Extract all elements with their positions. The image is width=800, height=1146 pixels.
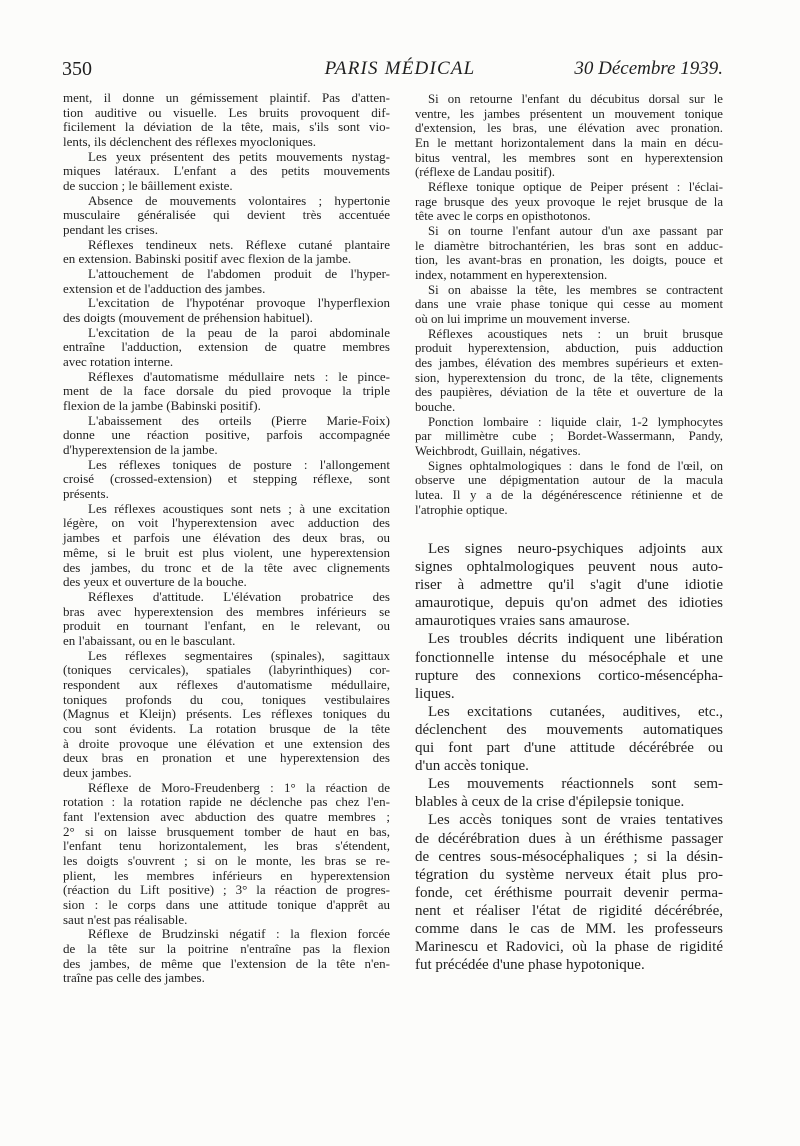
- text-line: des doigts (mouvement de préhension habituel).: [63, 310, 313, 326]
- text-line: des yeux et ouverture de la bouche.: [63, 574, 247, 590]
- text-line: croisé (crossed-extension) et stepping réflexe, sont: [63, 471, 390, 487]
- text-line: sion : le corps dans une attitude tonique d'apprêt au: [63, 896, 390, 912]
- text-line: d'hyperextension de la jambe.: [63, 442, 218, 458]
- text-line: l'enfant tenu horizontalement, les bras s'étendent,: [63, 838, 390, 854]
- text-line: bitus ventral, les membres sont en hyperextension: [415, 150, 723, 165]
- text-line: liques.: [415, 685, 455, 702]
- paragraph: [415, 459, 723, 518]
- text-line: bras avec hyperextension des membres inférieurs se: [63, 603, 390, 619]
- paragraph: [63, 781, 390, 928]
- text-line: de décérébration dues à un éréthisme passager: [415, 830, 723, 847]
- text-line: Réflexe de Moro-Freudenberg : 1° la réaction de: [88, 779, 390, 795]
- text-line: En le mettant horizontalement dans la main en décu-: [415, 136, 723, 151]
- paragraph: [63, 150, 390, 194]
- paragraph: [415, 703, 723, 775]
- text-line: Réflexe tonique optique de Peiper présent : l'éclai-: [428, 180, 723, 195]
- text-line: L'attouchement de l'abdomen produit de l'hyper-: [88, 266, 390, 282]
- text-line: déclenchent des mouvements automatiques: [415, 721, 723, 738]
- text-line: L'excitation de la peau de la paroi abdominale: [88, 324, 390, 340]
- text-line: (réaction du Lift positive) ; 3° la réaction de progres-: [63, 882, 390, 898]
- text-line: musculaire généralisée qui devient très accentuée: [63, 207, 390, 223]
- text-line: rage brusque des yeux provoque le rejet brusque de la: [415, 194, 723, 209]
- paragraph: [415, 327, 723, 415]
- text-line: riser à admettre qu'il s'agit d'une idiotie: [415, 577, 723, 594]
- text-line: qui font part d'une attitude décérébrée ou: [415, 740, 723, 757]
- paragraph: [63, 927, 390, 986]
- text-line: fut précédée d'une phase hypotonique.: [415, 957, 645, 974]
- text-line: donne une réaction positive, parfois accompagnée: [63, 427, 390, 443]
- text-line: de centres sous-mésocéphaliques ; si la désin-: [415, 848, 723, 865]
- text-line: des jambes, de même que l'extension de la tête n'en-: [63, 955, 390, 971]
- text-line: Si on retourne l'enfant du décubitus dorsal sur le: [428, 92, 723, 106]
- text-line: ment de la face dorsale du pied provoque la triple: [63, 383, 390, 399]
- paragraph: [63, 238, 390, 267]
- text-line: l'atrophie optique.: [415, 502, 508, 517]
- text-line: Réflexes d'automatisme médullaire nets : le pince-: [88, 368, 390, 384]
- text-line: rotation : la rotation rapide ne déclenche pas chez l'en-: [63, 794, 390, 810]
- paragraph: [415, 180, 723, 224]
- text-line: blables à ceux de la crise d'épilepsie tonique.: [415, 794, 685, 811]
- paragraph: [63, 502, 390, 590]
- text-line: L'abaissement des orteils (Pierre Marie-Foix): [88, 412, 390, 428]
- text-line: avec rotation interne.: [63, 354, 174, 370]
- text-line: Les signes neuro-psychiques adjoints aux: [428, 541, 723, 557]
- text-line: lutea. Il y a de la dégénérescence rétinienne et de: [415, 488, 723, 503]
- text-line: saut n'est pas réalisable.: [63, 911, 188, 927]
- text-line: pendant les crises.: [63, 222, 158, 238]
- paragraph: [63, 590, 390, 649]
- text-line: Les troubles décrits indiquent une libération: [428, 631, 723, 648]
- text-line: ment, il donne un gémissement plaintif. Pas d'atten-: [63, 90, 390, 105]
- text-line: observe une dépigmentation autour de la macula: [415, 473, 723, 488]
- text-line: deux bras en pronation et une hyperextension des: [63, 750, 390, 766]
- text-line: dans une vraie phase tonique qui cesse au moment: [415, 297, 723, 312]
- text-line: Weichbrodt, Guillain, négatives.: [415, 444, 581, 459]
- issue-date: 30 Décembre 1939.: [574, 58, 723, 79]
- page-number: 350: [62, 58, 92, 80]
- text-line: par millimètre cube ; Bordet-Wassermann, Pandy,: [415, 429, 723, 444]
- paragraph: [415, 540, 723, 630]
- text-line: Si on tourne l'enfant autour d'un axe passant par: [428, 224, 723, 239]
- text-line: extension et de l'adduction des jambes.: [63, 280, 266, 296]
- paragraph: [415, 811, 723, 974]
- text-line: deux jambes.: [63, 764, 132, 780]
- text-line: en extension. Babinski positif avec flexion de la jambe.: [63, 251, 352, 267]
- text-line: des jambes, élévation des membres supérieurs et exten-: [415, 356, 723, 371]
- paragraph: [63, 458, 390, 502]
- text-line: fant l'extension avec abduction des quatre membres ;: [63, 808, 390, 824]
- text-line: flexion de la jambe (Babinski positif).: [63, 398, 261, 414]
- text-line: tête avec le corps en opisthotonos.: [415, 209, 591, 224]
- paragraph: [63, 414, 390, 458]
- text-line: index, notamment en hyperextension.: [415, 268, 608, 283]
- paragraph: [63, 194, 390, 238]
- text-line: légère, on voit l'hyperextension avec adduction des: [63, 515, 390, 531]
- text-line: jambes et parfois une élévation des deux bras, ou: [63, 530, 390, 546]
- paragraph: [415, 415, 723, 459]
- left-column: [63, 91, 390, 986]
- text-line: cou sont évidents. La rotation brusque de la tête: [63, 720, 390, 736]
- text-line: miques latéraux. L'enfant a des petits mouvements: [63, 163, 390, 179]
- text-line: sion, hyperextension du tronc, de la tête, clignements: [415, 370, 723, 385]
- text-line: de succion ; le bâillement existe.: [63, 178, 233, 194]
- text-line: amaurotiques vraies sans amaurose.: [415, 613, 630, 630]
- text-line: d'extension, les bras, une élévation avec pronation.: [415, 121, 723, 136]
- paragraph: [415, 283, 723, 327]
- paragraph: [63, 296, 390, 325]
- text-line: (réflexe de Landau positif).: [415, 165, 555, 180]
- text-line: Les réflexes segmentaires (spinales), sagittaux: [88, 647, 390, 663]
- text-line: comme dans le cas de MM. les professeurs: [415, 920, 723, 937]
- text-line: des paupières, déviation de la tête et ouverture de la: [415, 385, 723, 400]
- text-line: tion, les avant-bras en pronation, les doigts, pouce et: [415, 253, 723, 268]
- text-line: fonde, cet éréthisme pourrait devenir perma-: [415, 884, 723, 901]
- text-line: 2° si on laisse brusquement tomber de haut en bas,: [63, 823, 390, 839]
- text-line: à droite provoque une élévation et une extension des: [63, 735, 390, 751]
- text-line: Signes ophtalmologiques : dans le fond de l'œil, on: [428, 458, 723, 473]
- text-line: bouche.: [415, 400, 456, 415]
- text-line: traîne pas celle des jambes.: [63, 970, 205, 986]
- text-line: amaurotique, depuis qu'on admet des idioties: [415, 595, 723, 612]
- text-line: (toniques cervicales), spatiales (labyrinthiques) cor-: [63, 662, 390, 678]
- text-line: rupture des connexions cortico-mésencépha-: [415, 667, 723, 684]
- text-line: Réflexe de Brudzinski négatif : la flexion forcée: [88, 926, 390, 942]
- text-line: en l'abaissant, ou en le basculant.: [63, 632, 236, 648]
- text-line: Les réflexes toniques de posture : l'allongement: [88, 456, 390, 472]
- text-line: Les yeux présentent des petits mouvements nystag-: [88, 148, 390, 164]
- text-line: Les réflexes acoustiques sont nets ; à une excitation: [88, 500, 390, 516]
- text-line: plient, les membres inférieurs en hyperextension: [63, 867, 390, 883]
- paragraph: [415, 224, 723, 283]
- text-line: nent et réaliser l'état de rigidité décérébrée,: [415, 902, 723, 919]
- text-line: Absence de mouvements volontaires ; hypertonie: [88, 192, 390, 208]
- text-line: signes ophtalmologiques peuvent nous auto-: [415, 559, 723, 576]
- text-line: toniques profonds du cou, toniques vestibulaires: [63, 691, 390, 707]
- paragraph: [415, 630, 723, 702]
- paragraph: [63, 267, 390, 296]
- text-line: le diamètre bitrochantérien, les bras sont en adduc-: [415, 238, 723, 253]
- paragraph: [63, 370, 390, 414]
- paragraph: [63, 326, 390, 370]
- text-line: de la tête sur la poitrine n'entraîne pas la flexion: [63, 940, 390, 956]
- text-line: ventre, les jambes présentent un mouvement tonique: [415, 106, 723, 121]
- paragraph: [415, 92, 723, 180]
- text-line: d'un accès tonique.: [415, 758, 529, 775]
- text-line: Si on abaisse la tête, les membres se contractent: [428, 282, 723, 297]
- right-column: [415, 92, 723, 517]
- text-line: L'excitation de l'hypoténar provoque l'hyperflexion: [88, 295, 390, 311]
- text-line: lents, ils déclenchent des réflexes myocloniques.: [63, 134, 317, 150]
- paragraph: [63, 91, 390, 150]
- text-line: tion auditive ou visuelle. Les bruits provoquent dif-: [63, 104, 390, 120]
- paragraph: [415, 775, 723, 811]
- right-column-discussion: [415, 540, 723, 974]
- text-line: présents.: [63, 486, 109, 502]
- text-line: fonctionnelle intense du mésocéphale et une: [415, 649, 723, 666]
- text-line: Les accès toniques sont de vraies tentatives: [428, 812, 723, 829]
- text-line: (Magnus et Kleijn) présents. Les réflexes toniques du: [63, 706, 390, 722]
- text-line: Les mouvements réactionnels sont sem-: [428, 776, 723, 793]
- text-line: entraîne l'adduction, extension de quatre membres: [63, 339, 390, 355]
- text-line: produit hyperextension, abduction, puis adduction: [415, 341, 723, 356]
- text-line: des jambes, du tronc et de la tête avec clignements: [63, 559, 390, 575]
- journal-title: PARIS MÉDICAL: [324, 58, 476, 79]
- text-line: ficilement la déviation de la tête, mais, s'ils sont vio-: [63, 119, 390, 135]
- text-line: les doigts s'ouvrent ; si on le monte, les bras se re-: [63, 852, 390, 868]
- text-line: produit en tournant l'enfant, en le relevant, ou: [63, 618, 390, 634]
- text-line: où on lui imprime un mouvement inverse.: [415, 312, 631, 327]
- text-line: tégration du système nerveux était plus pro-: [415, 866, 723, 883]
- paragraph: [63, 649, 390, 781]
- text-line: respondent aux réflexes d'automatisme médullaire,: [63, 676, 390, 692]
- text-line: même, si le bruit est plus violent, une hyperextension: [63, 544, 390, 560]
- text-line: Réflexes acoustiques nets : un bruit brusque: [428, 326, 723, 341]
- text-line: Ponction lombaire : liquide clair, 1-2 lymphocytes: [428, 414, 723, 429]
- text-line: Marinescu et Radovici, où la phase de rigidité: [415, 939, 723, 956]
- text-line: Les excitations cutanées, auditives, etc.,: [428, 703, 723, 720]
- text-line: Réflexes d'attitude. L'élévation probatrice des: [88, 588, 390, 604]
- text-line: Réflexes tendineux nets. Réflexe cutané plantaire: [88, 236, 390, 252]
